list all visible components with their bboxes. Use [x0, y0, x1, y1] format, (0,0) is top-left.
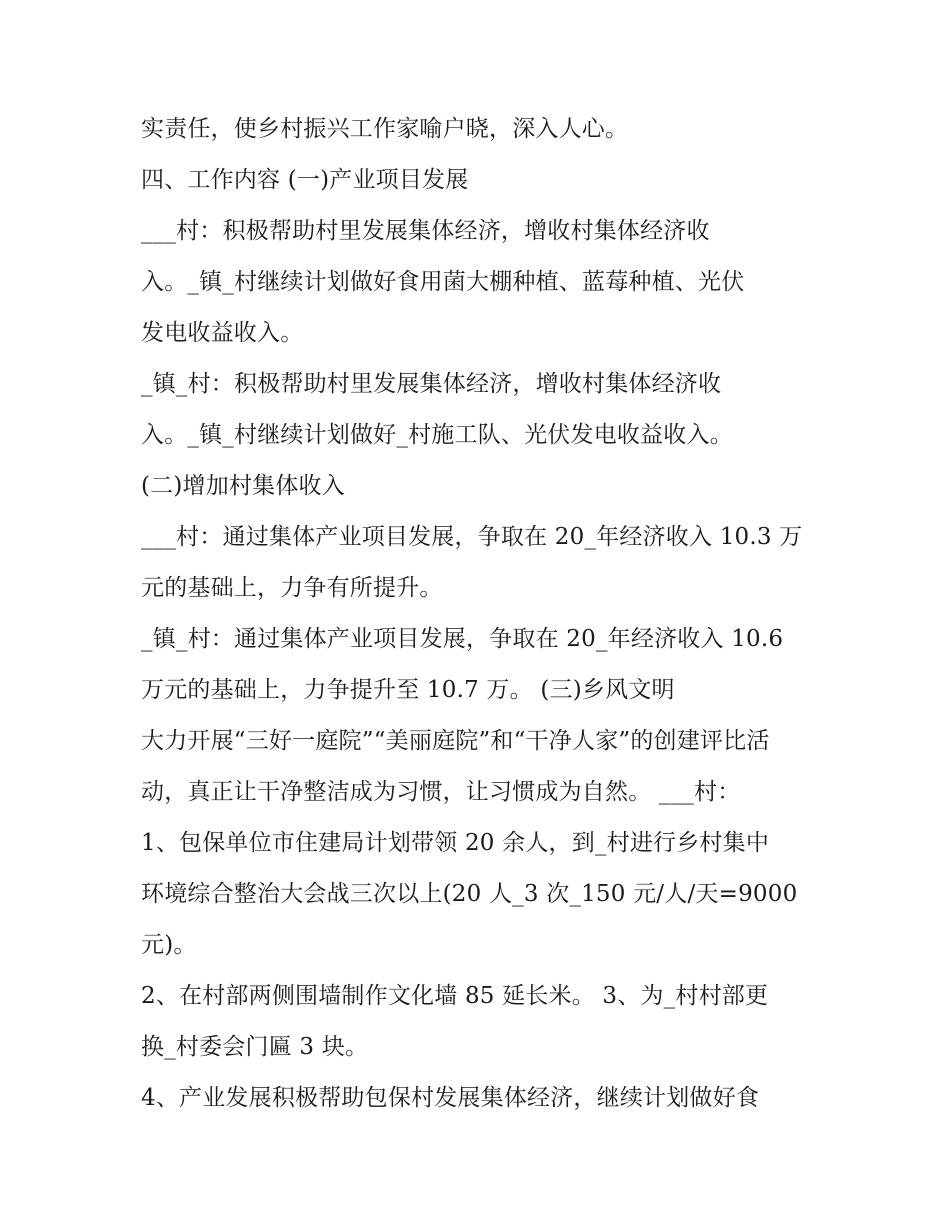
text-line-12: 万元的基础上，力争提升至 10.7 万。 (三)乡风文明	[141, 677, 675, 703]
text-line-3: ___村：积极帮助村里发展集体经济，增收村集体经济收	[141, 218, 710, 244]
subheading-collective-income: (二)增加村集体收入	[141, 473, 345, 499]
text-line-4: 入。_镇_村继续计划做好食用菌大棚种植、蓝莓种植、光伏	[141, 269, 745, 295]
text-line-20: 4、产业发展积极帮助包保村发展集体经济，继续计划做好食	[141, 1085, 760, 1111]
text-line-13: 大力开展“三好一庭院”“美丽庭院”和“干净人家”的创建评比活	[141, 728, 770, 754]
text-line-7: 入。_镇_村继续计划做好_村施工队、光伏发电收益收入。	[141, 422, 733, 448]
text-line-19: 换_村委会门匾 3 块。	[141, 1034, 369, 1060]
document-body	[141, 104, 841, 1124]
text-line-14: 动，真正让干净整洁成为习惯，让习惯成为自然。 ___村：	[141, 779, 741, 805]
section-heading-work-content: 四、工作内容 (一)产业项目发展	[141, 167, 469, 193]
text-line-11: _镇_村：通过集体产业项目发展，争取在 20_年经济收入 10.6	[141, 626, 784, 652]
text-line-17: 元)。	[141, 932, 197, 958]
text-line-16: 环境综合整治大会战三次以上(20 人_3 次_150 元/人/天=9000	[141, 881, 798, 907]
text-line-5: 发电收益收入。	[141, 320, 304, 346]
text-line-10: 元的基础上，力争有所提升。	[141, 575, 443, 601]
text-line-18: 2、在村部两侧围墙制作文化墙 85 延长米。 3、为_村村部更	[141, 983, 769, 1009]
text-line-1: 实责任，使乡村振兴工作家喻户晓，深入人心。	[141, 116, 629, 142]
text-line-6: _镇_村：积极帮助村里发展集体经济，增收村集体经济收	[141, 371, 722, 397]
text-line-15: 1、包保单位市住建局计划带领 20 余人，到_村进行乡村集中	[141, 830, 770, 856]
text-line-9: ___村：通过集体产业项目发展，争取在 20_年经济收入 10.3 万	[141, 524, 803, 550]
